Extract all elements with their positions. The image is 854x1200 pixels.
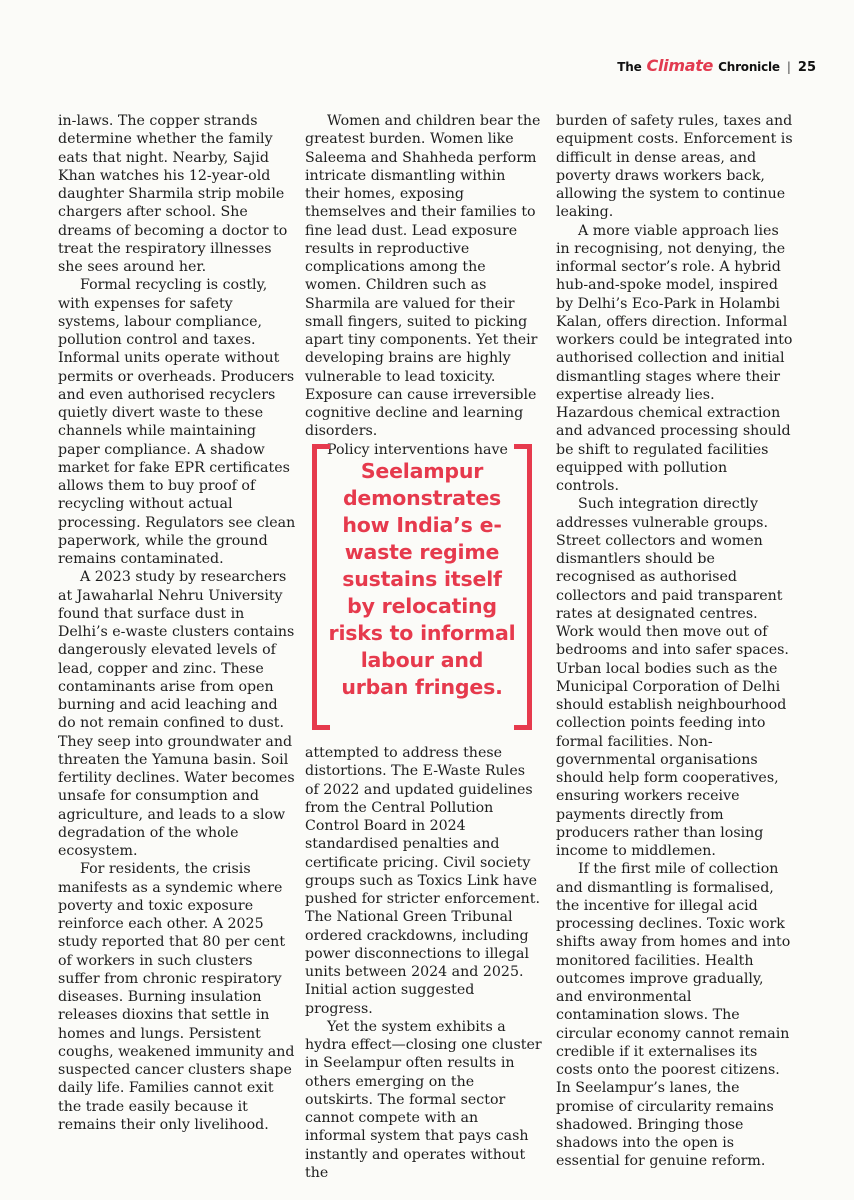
- column-1: [58, 112, 296, 1134]
- paragraph: in-laws. The copper strands determine whether the family eats that night. Nearby, Sajid Khan watches his 12-year-old daughter Sharmila strip mobile chargers after school. She dreams of becoming a doctor to treat the respiratory illnesses she sees around her.: [58, 113, 288, 275]
- paragraph: attempted to address these distortions. The E-Waste Rules of 2022 and updated guidelines from the Central Pollution Control Board in 2024 standardised penalties and certificate pricing. Civil society groups such as Toxics Link have pushed for stricter enforcement. The National Green Tribunal ordered crackdowns, including power disconnections to illegal units between 2024 and 2025. Initial action suggested progress.: [305, 745, 540, 1017]
- paragraph: Yet the system exhibits a hydra effect—closing one cluster in Seelampur often results in others emerging on the outskirts. The formal sector cannot compete with an informal system that pays cash instantly and operates without the: [305, 1018, 542, 1181]
- page-header: [617, 56, 816, 75]
- paragraph: burden of safety rules, taxes and equipment costs. Enforcement is difficult in dense areas, and poverty draws workers back, allowing the system to continue leaking.: [556, 113, 793, 221]
- column-2-bottom: [305, 744, 543, 1182]
- paragraph: Women and children bear the greatest burden. Women like Saleema and Shahheda perform intricate dismantling within their homes, exposing themselves and their families to fine lead dust. Lead exposure results in reproductive complications among the women. Children such as Sharmila are valued for their small fingers, suited to picking apart tiny components. Yet their developing brains are highly vulnerable to lead toxicity. Exposure can cause irreversible cognitive decline and learning disorders.: [305, 113, 541, 440]
- pull-quote-right-bracket: [514, 444, 532, 730]
- header-separator: |: [786, 60, 791, 74]
- paragraph: Such integration directly addresses vulnerable groups. Street collectors and women dismantlers should be recognised as authorised collectors and paid transparent rates at designated centres. Work would then move out of bedrooms and into safer spaces. Urban local bodies such as the Municipal Corporation of Delhi should establish neighbourhood collection points feeding into formal facilities. Non-governmental organisations should help form cooperatives, ensuring workers receive payments directly from producers rather than losing income to middlemen.: [556, 496, 789, 859]
- paragraph: Policy interventions have: [327, 441, 508, 458]
- paragraph: A more viable approach lies in recognising, not denying, the informal sector’s role. A hybrid hub-and-spoke model, inspired by Delhi’s Eco-Park in Holambi Kalan, offers direction. Informal workers could be integrated into authorised collection and initial dismantling stages where their expertise already lies. Hazardous chemical extraction and advanced processing should be shift to regulated facilities equipped with pollution controls.: [556, 222, 793, 494]
- masthead-the: The: [617, 60, 642, 74]
- paragraph: A 2023 study by researchers at Jawaharlal Nehru University found that surface dust in Delhi’s e-waste clusters contains dangerously elevated levels of lead, copper and zinc. These contaminants arise from open burning and acid leaching and do not remain confined to dust. They seep into groundwater and threaten the Yamuna basin. Soil fertility declines. Water becomes unsafe for consumption and agriculture, and leads to a slow degradation of the whole ecosystem.: [58, 569, 295, 859]
- pull-quote: [312, 444, 532, 730]
- masthead-chronicle: Chronicle: [718, 60, 780, 74]
- pull-quote-text: Seelampur demonstrates how India’s e-waste regime sustains itself by relocating risks to informal labour and urban fringes.: [328, 459, 516, 699]
- paragraph: For residents, the crisis manifests as a syndemic where poverty and toxic exposure reinforce each other. A 2025 study reported that 80 per cent of workers in such clusters suffer from chronic respiratory diseases. Burning insulation releases dioxins that settle in homes and lungs. Persistent coughs, weakened immunity and suspected cancer clusters shape daily life. Families cannot exit the trade easily because it remains their only livelihood.: [58, 861, 295, 1133]
- paragraph: If the first mile of collection and dismantling is formalised, the incentive for illegal acid processing declines. Toxic work shifts away from homes and into monitored facilities. Health outcomes improve gradually, and environmental contamination slows. The circular economy cannot remain credible if it externalises its costs onto the poorest citizens. In Seelampur’s lanes, the promise of circularity remains shadowed. Bringing those shadows into the open is essential for genuine reform.: [556, 861, 791, 1170]
- page-number: 25: [797, 60, 816, 75]
- paragraph: Formal recycling is costly, with expenses for safety systems, labour compliance, pollution control and taxes. Informal units operate without permits or overheads. Producers and even authorised recyclers quietly divert waste to these channels while maintaining paper compliance. A shadow market for fake EPR certificates allows them to buy proof of recycling without actual processing. Regulators see clean paperwork, while the ground remains contaminated.: [58, 277, 296, 567]
- column-3: [556, 112, 794, 1171]
- column-2-top: [305, 112, 543, 459]
- masthead-climate: Climate: [646, 56, 714, 75]
